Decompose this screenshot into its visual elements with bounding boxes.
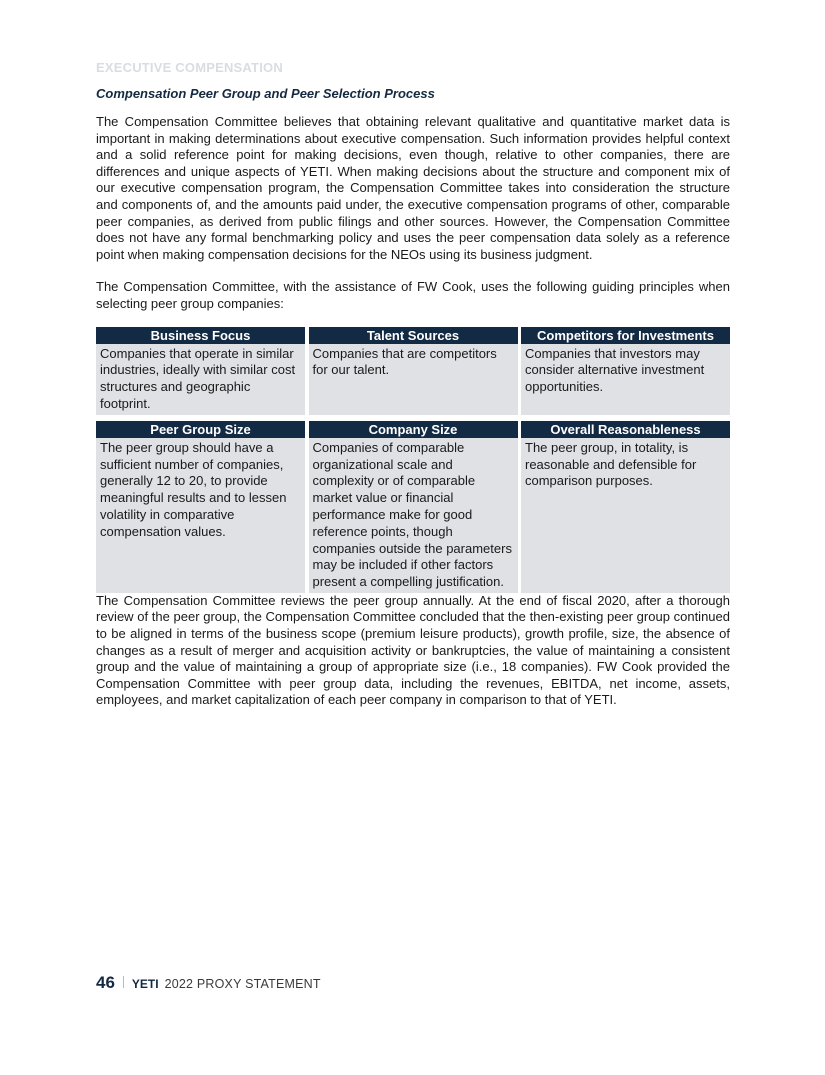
section-label: EXECUTIVE COMPENSATION	[96, 60, 283, 75]
footer-document-title: 2022 PROXY STATEMENT	[164, 977, 321, 991]
principle-text: The peer group, in totality, is reasonable and defensible for comparison purposes.	[521, 438, 730, 593]
page-content	[96, 60, 730, 725]
principle-text: Companies of comparable organizational scale and complexity or of comparable market value or financial performance make for good reference points, though companies outside the parameters may be included if other factors present a compelling justification.	[309, 438, 518, 593]
principles-paragraph: The Compensation Committee, with the assistance of FW Cook, uses the following guiding principles when selecting peer group companies:	[96, 279, 730, 311]
principle-text: Companies that investors may consider alternative investment opportunities.	[521, 344, 730, 415]
principle-business-focus	[96, 327, 305, 415]
principle-title: Business Focus	[96, 327, 305, 344]
principle-competitors-for-investments	[521, 327, 730, 415]
subheading: Compensation Peer Group and Peer Selection Process	[96, 86, 435, 101]
principle-text: Companies that are competitors for our talent.	[309, 344, 518, 415]
principles-table-row-2	[96, 421, 730, 593]
principle-company-size	[309, 421, 518, 593]
principles-table-row-1	[96, 327, 730, 415]
principle-text: The peer group should have a sufficient number of companies, generally 12 to 20, to provide meaningful results and to lessen volatility in comparative compensation values.	[96, 438, 305, 593]
principle-talent-sources	[309, 327, 518, 415]
principle-title: Competitors for Investments	[521, 327, 730, 344]
principle-title: Peer Group Size	[96, 421, 305, 438]
principle-title: Overall Reasonableness	[521, 421, 730, 438]
principle-title: Talent Sources	[309, 327, 518, 344]
principle-overall-reasonableness	[521, 421, 730, 593]
review-paragraph: The Compensation Committee reviews the peer group annually. At the end of fiscal 2020, after a thorough review of the peer group, the Compensation Committee concluded that the then-existing peer group continued to be aligned in terms of the business scope (premium leisure products), growth profile, size, the absence of changes as a result of merger and acquisition activity or bankruptcies, the value of maintaining a consistent group and the value of maintaining a group of appropriate size (i.e., 18 companies). FW Cook provided the Compensation Committee with peer group data, including the revenues, EBITDA, net income, assets, employees, and market capitalization of each peer company in comparison to that of YETI.	[96, 592, 730, 708]
footer-divider	[123, 976, 124, 988]
page-footer	[96, 973, 321, 993]
principle-title: Company Size	[309, 421, 518, 438]
intro-paragraph: The Compensation Committee believes that obtaining relevant qualitative and quantitative market data is important in making determinations about executive compensation. Such information provides helpful context and a solid reference point for making decisions, even though, relative to other companies, there are differences and unique aspects of YETI. When making decisions about the structure and component mix of our executive compensation program, the Compensation Committee takes into consideration the structure and components of, and the amounts paid under, the executive compensation programs of other, comparable peer companies, as derived from public filings and other sources. However, the Compensation Committee does not have any formal benchmarking policy and uses the peer compensation data solely as a reference point when making compensation decisions for the NEOs using its business judgment.	[96, 114, 730, 262]
principle-peer-group-size	[96, 421, 305, 593]
principle-text: Companies that operate in similar industries, ideally with similar cost structures and geographic footprint.	[96, 344, 305, 415]
page-number: 46	[96, 973, 115, 992]
footer-brand: YETI	[131, 977, 159, 991]
